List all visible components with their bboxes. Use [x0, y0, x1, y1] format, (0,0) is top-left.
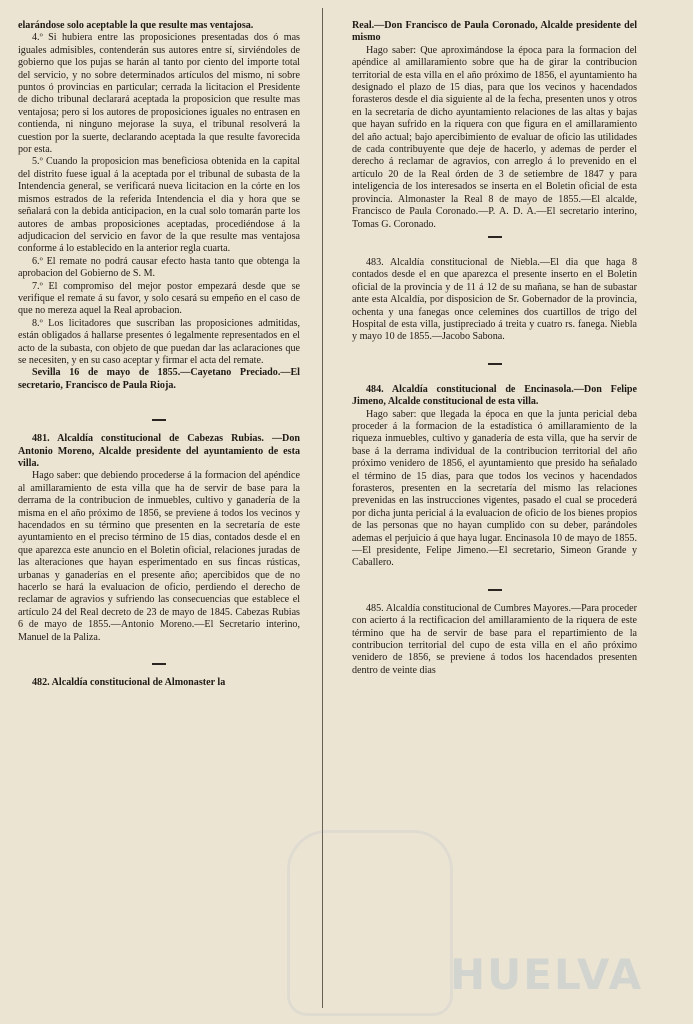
rule-4-paragraph: 4.º Si hubiera entre las proposiciones presentadas dos ó mas iguales admisibles, contenderán sus autores entre sí, sirviéndoles de gobierno que los pujas se harán al tanto por ciento del importe total del servicio, y no sobre determinados artículos del mismo, ni sobre puntos ó provincias en particular; cerrada la licitacion el Presidente de dicho tribunal declarará aceptada la proposicion que resulte mas ventajosa; pero si los autores de proposiciones iguales no entrasen en contienda, ni ninguno mejorase la suya, el tribunal resolverá la cuestion por la suerte, declarando aceptada la que resulte favorecida por esta. [18, 32, 300, 156]
right-column [352, 20, 637, 677]
edict-482-heading: 482. Alcaldía constitucional de Almonaster la [32, 677, 226, 689]
section-separator [152, 419, 166, 421]
rule-5-paragraph: 5.º Cuando la proposicion mas beneficiosa obtenida en la capital del distrito fuese igual á la aceptada por el tribunal de subasta de la Intendencia general, se verificará nueva licitacion en la córte en los mismos estrados de la referida Intendencia el dia y hora que se señalará con la debida anticipacion, en la cual solo tomarán parte los autores de ambas proposiciones aceptadas, procediéndose á la adjudicacion del servicio en favor de la que resulte mas ventajosa conforme á lo establecido en la anterior regla cuarta. [18, 156, 300, 255]
section-separator [152, 663, 166, 665]
rule-8-paragraph: 8.º Los licitadores que suscriban las proposiciones admitidas, están obligados á hallarse presentes ó legalmente representados en el acto de la subasta, con objeto de que puedan dar las aclaraciones que se necesiten, y en su caso aceptar y firmar el acta del remate. [18, 317, 300, 366]
edict-484-body: Hago saber: que llegada la época en que la junta pericial deba proceder á la formacion de la estadística ó amillaramiento de la riqueza inmuebles, cultivo y ganadería de esta villa, que ha servir de base á la derrama individual de la contribucion territorial del año próximo venidero de 1856, el ayuntamiento que presido ha señalado el término de 15 dias, para que todos los vecinos y hacendados forasteros, presenten en la secretaría del mismo las relaciones prevenidas en las instrucciones vigentes, pasado el cual se procederá por dicha junta pericial á la evaluacion de oficio de los bienes propios de las personas que no hayan cumplido con su deber, parándoles ademas el perjuicio á que haya lugar. Encinasola 10 de mayo de 1855.—El presidente, Felipe Jimeno.—El secretario, Simeon Grande y Caballero. [352, 408, 637, 569]
edict-481-heading: 481. Alcaldía constitucional de Cabezas Rubias. —Don Antonio Moreno, Alcalde presidente del ayuntamiento de esta villa. [18, 433, 300, 469]
edict-481-body: Hago saber: que debiendo procederse á la formacion del apéndice al amillaramiento de esta villa que ha de servir de base para la derrama de la contribucion de inmuebles, cultivo y ganadería de la misma en el año próximo de 1856, se previene á todos los vecinos y hacendados en su término que presenten en la secretaría de este ayuntamiento en el preciso término de 15 dias, contados desde el en que aparezca este anuncio en el Boletin oficial, relaciones juradas de las alteraciones que hayan esperimentado en sus fincas rústicas, urbanas y ganaderías en el presente año; apercibidos que de no hacerlo se hará la evaluacion de oficio, perdiendo el derecho de reclamar de agravios y sufriendo las consecuencias que establece el artículo 24 del Real decreto de 23 de mayo de 1845. Cabezas Rubias 6 de mayo de 1855.—Antonio Moreno.—El Secretario interino, Manuel de la Paliza. [18, 470, 300, 643]
left-column [18, 20, 300, 690]
edict-482-heading-continued: Real.—Don Francisco de Paula Coronado, Alcalde presidente del mismo [352, 20, 637, 44]
section-separator [488, 363, 502, 365]
section-separator [488, 236, 502, 238]
rule-7-paragraph: 7.º El compromiso del mejor postor empezará desde que se verifique el remate á su favor, y solo cesará su empeño en el caso de que no mereza aquel la Real aprobacion. [18, 280, 300, 317]
signature-sevilla: Sevilla 16 de mayo de 1855.—Cayetano Preciado.—El secretario, Francisco de Paula Rioja. [18, 367, 300, 391]
edict-485: 485. Alcaldía constitucional de Cumbres Mayores.—Para proceder con acierto á la rectificacion del amillaramiento de la riquera de este término que ha de servir de base para el repartimiento de la contribucion territorial del cupo de esta villa en el año próximo venidero de 1856, se previene á todos los hacendados presenten dentro de veinte dias [352, 602, 637, 676]
watermark-seal-icon [287, 830, 453, 1016]
paragraph-continuation: elarándose solo aceptable la que resulte mas ventajosa. [18, 20, 254, 31]
watermark-huelva: HUELVA [450, 950, 644, 999]
edict-484-heading: 484. Alcaldía constitucional de Encinasola.—Don Felipe Jimeno, Alcalde constitucional de esta villa. [352, 383, 637, 408]
rule-6-paragraph: 6.º El remate no podrá causar efecto hasta tanto que obtenga la aprobacion del Gobierno de S. M. [18, 255, 300, 280]
edict-482-body: Hago saber: Que aproximándose la época para la formacion del apéndice al amillaramiento sobre que ha de girar la contribucion territorial de esta villa en el año próximo de 1856, el ayuntamiento ha designado el plazo de 15 dias, para que los vecinos y hacendados forasteros desde el dia siguiente al de la fecha, presenten unos y otros en la secretaría de dicho ayuntamiento relaciones de las altas y bajas que hayan sufrido en la riquera con que figura en el amillaramiento del año actual; bajo apercibimiento de evaluar de oficio las utilidades de cada contribuyente que deje de hacerlo, y ademas de perder el derecho á reclamar de agravios, con arreglo á lo prevenido en el artículo 20 de la Real órden de 3 de setiembre de 1847 y para inteligencia de los interesados se inserta en el Boletin oficial de esta provincia. Almonaster la Real 8 de mayo de 1855.—El alcalde, Francisco de Paula Coronado.—P. A. D. A.—El secretario interino, Tomas G. Coronado. [352, 44, 637, 230]
section-separator [488, 589, 502, 591]
edict-483: 483. Alcaldía constitucional de Niebla.—El dia que haga 8 contados desde el en que aparezca el presente inserto en el Boletin oficial de la provincia y de 11 á 12 de su mañana, se han de subastar ante esta Alcaldía, por disposicion de Sr. Gobernador de la provincia, ochenta y una fanegas once celemines dos cuartillos de trigo del Hospital de esta villa, justipreciado á treita y cuatro rs. fanega. Niebla y mayo 10 de 1855.—Jacobo Sabona. [352, 256, 637, 343]
